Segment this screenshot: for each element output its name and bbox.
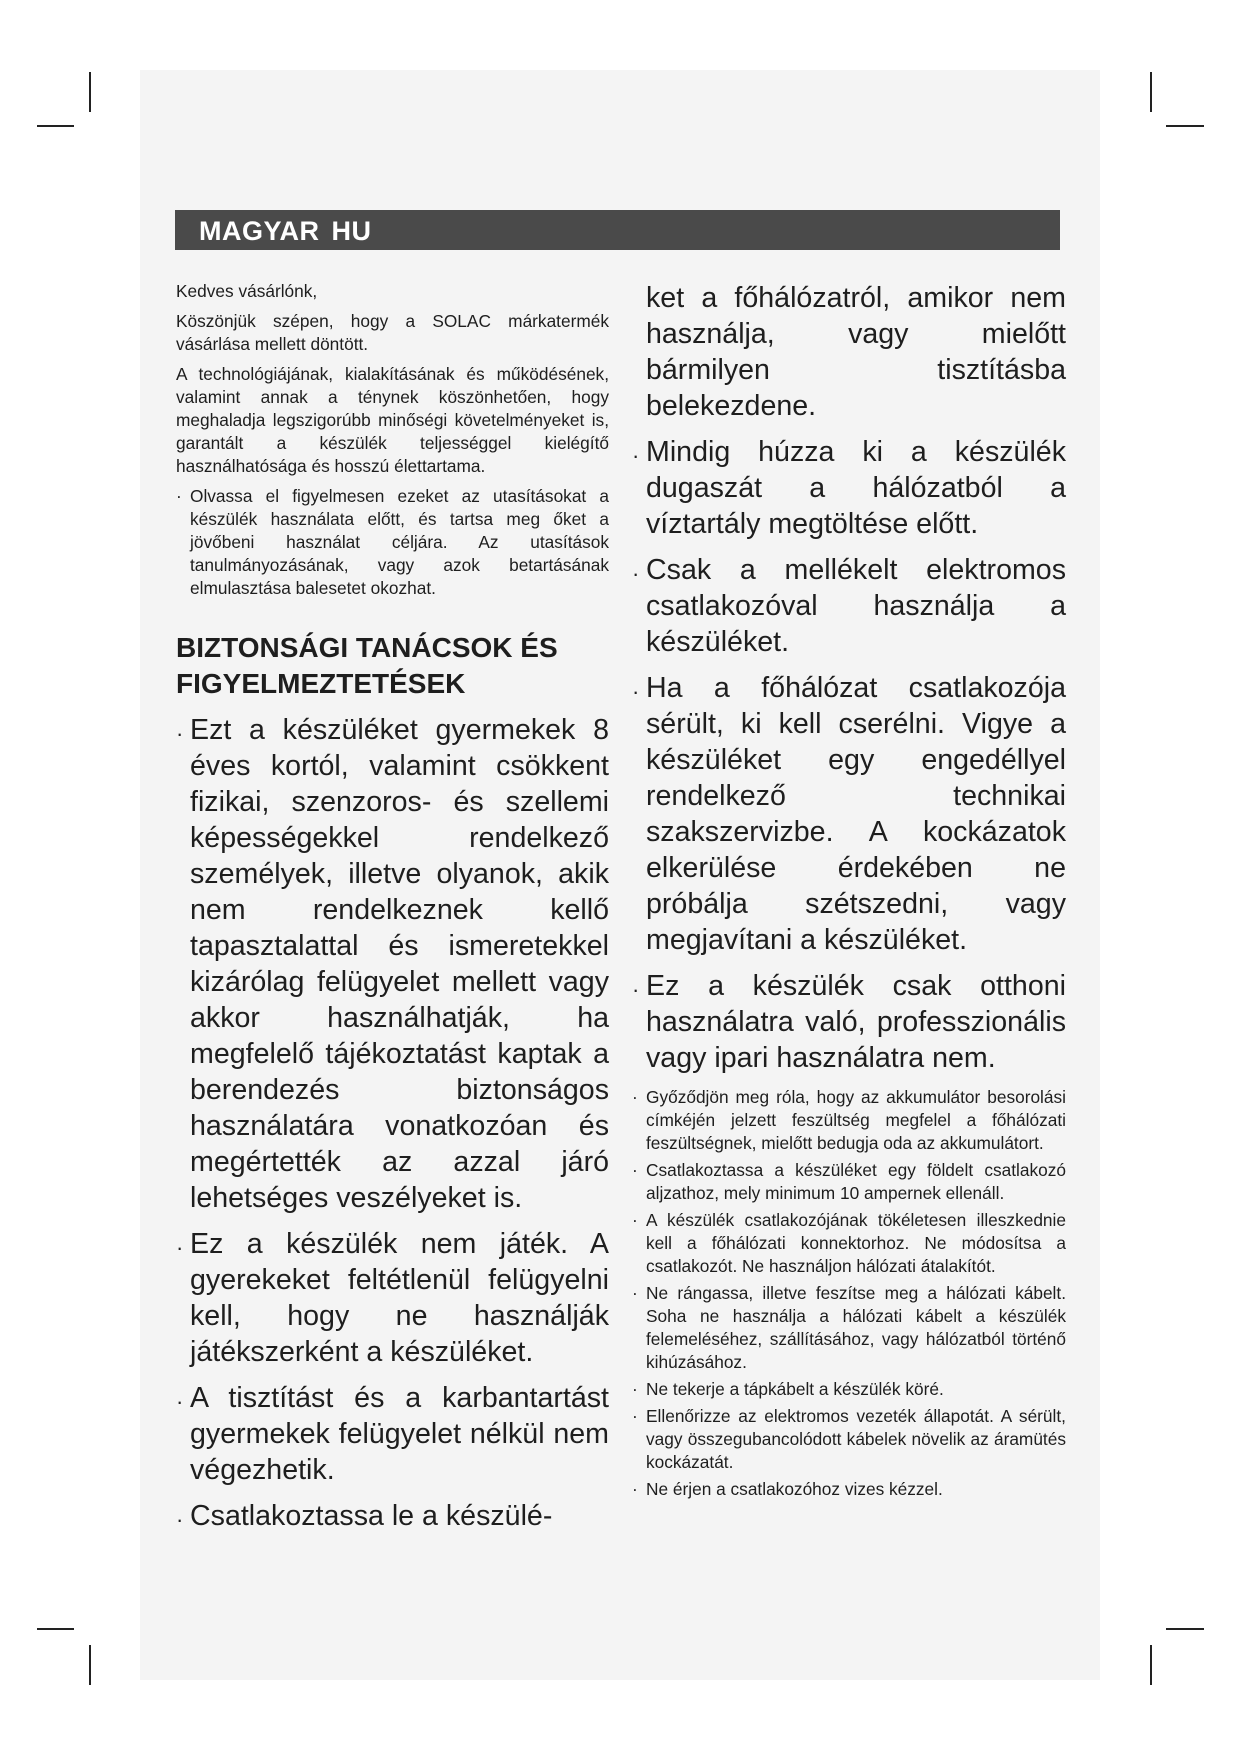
safety-bullet-not-toy: · Ez a készülék nem játék. A gyerekeket feltétlenül felügyelni kell, hogy ne használják játékszerként a készüléket. <box>176 1226 609 1370</box>
crop-mark-bottom-left-horizontal <box>37 1628 74 1630</box>
intro-paragraph: A technológiájának, kialakításának és működésének, valamint annak a ténynek köszönhetően, hogy meghaladja legszigorúbb minőségi követelményeket is, garantált a készülék teljességgel kielégítő használhatósága és hosszú élettartama. <box>176 364 609 476</box>
safety-heading: BIZTONSÁGI TANÁCSOK ÉS FIGYELMEZTETÉSEK <box>176 632 558 699</box>
language-header-bar <box>175 210 1060 250</box>
crop-mark-bottom-left-vertical <box>89 1645 91 1685</box>
crop-mark-top-right-vertical <box>1150 72 1152 112</box>
crop-mark-top-left-horizontal <box>37 125 74 127</box>
safety-bullet-cable-pull: · Ne rángassa, illetve feszítse meg a hálózati kábelt. Soha ne használja a hálózati kábelt a készülék felemeléséhez, szállításához, vagy hálózatból történő kihúzásához. <box>646 1282 1066 1374</box>
greeting: Kedves vásárlónk, <box>176 281 318 301</box>
safety-bullet-household-use: · Ez a készülék csak otthoni használatra való, professzionális vagy ipari használatra nem. <box>646 968 1066 1076</box>
right-column <box>646 280 1066 1505</box>
safety-bullet-children: · Ezt a készüléket gyermekek 8 éves kortól, valamint csökkent fizikai, szenzoros- és szellemi képességekkel rendelkező személyek, illetve olyanok, akik nem rendelkeznek kellő tapasztalattal és ismeretekkel kizárólag felügyelet mellett vagy akkor használhatják, ha megfelelő tájékoztatást kaptak a berendezés biztonságos használatára vonatkozóan és megértették az azzal járó lehetséges veszélyeket is. <box>176 712 609 1216</box>
crop-mark-bottom-right-vertical <box>1150 1645 1152 1685</box>
safety-bullet-cleaning: · A tisztítást és a karbantartást gyermekek felügyelet nélkül nem végezhetik. <box>176 1380 609 1488</box>
safety-bullet-cable-check: · Ellenőrizze az elektromos vezeték állapotát. A sérült, vagy összegubancolódott kábelek növelik az áramütés kockázatát. <box>646 1405 1066 1474</box>
disconnect-continuation: ket a főhálózatról, amikor nem használja, vagy mielőtt bármilyen tisztításba belekezdene. <box>646 282 1066 422</box>
read-instructions-bullet: · Olvassa el figyelmesen ezeket az utasításokat a készülék használata előtt, és tartsa meg őket a jövőbeni használat céljára. Az utasítások tanulmányozásának, vagy azok betartásának elmulasztása balesetet okozhat. <box>176 485 609 600</box>
safety-bullet-plug-fit: · A készülék csatlakozójának tökéletesen illeszkednie kell a főhálózati konnektorhoz. Ne módosítsa a csatlakozót. Ne használjon hálózati átalakítót. <box>646 1209 1066 1278</box>
safety-bullet-cable-wrap: · Ne tekerje a tápkábelt a készülék köré. <box>646 1378 1066 1401</box>
thanks-paragraph: Köszönjük szépen, hogy a SOLAC márkatermék vásárlása mellett döntött. <box>176 311 609 354</box>
safety-bullet-voltage: · Győződjön meg róla, hogy az akkumulátor besorolási címkéjén jelzett feszültség megfelel a főhálózati feszültségnek, mielőtt bedugja oda az akkumulátort. <box>646 1086 1066 1155</box>
safety-bullet-disconnect: · Csatlakoztassa le a készülé- <box>176 1498 609 1534</box>
language-title: MAGYAR HU <box>199 216 372 246</box>
safety-bullet-earthed-socket: · Csatlakoztassa a készüléket egy földelt csatlakozó aljzathoz, mely minimum 10 ampernek ellenáll. <box>646 1159 1066 1205</box>
safety-bullet-supplied-connector: · Csak a mellékelt elektromos csatlakozóval használja a készüléket. <box>646 552 1066 660</box>
crop-mark-top-left-vertical <box>89 72 91 112</box>
left-column <box>176 280 609 1544</box>
safety-bullet-unplug-before-filling: · Mindig húzza ki a készülék dugaszát a hálózatból a víztartály megtöltése előtt. <box>646 434 1066 542</box>
safety-bullet-wet-hands: · Ne érjen a csatlakozóhoz vizes kézzel. <box>646 1478 1066 1501</box>
crop-mark-top-right-horizontal <box>1166 125 1204 127</box>
safety-bullet-damaged-plug: · Ha a főhálózat csatlakozója sérült, ki kell cserélni. Vigye a készüléket egy engedéllyel rendelkező technikai szakszervizbe. A kockázatok elkerülése érdekében ne próbálja szétszedni, vagy megjavítani a készüléket. <box>646 670 1066 958</box>
crop-mark-bottom-right-horizontal <box>1166 1628 1204 1630</box>
